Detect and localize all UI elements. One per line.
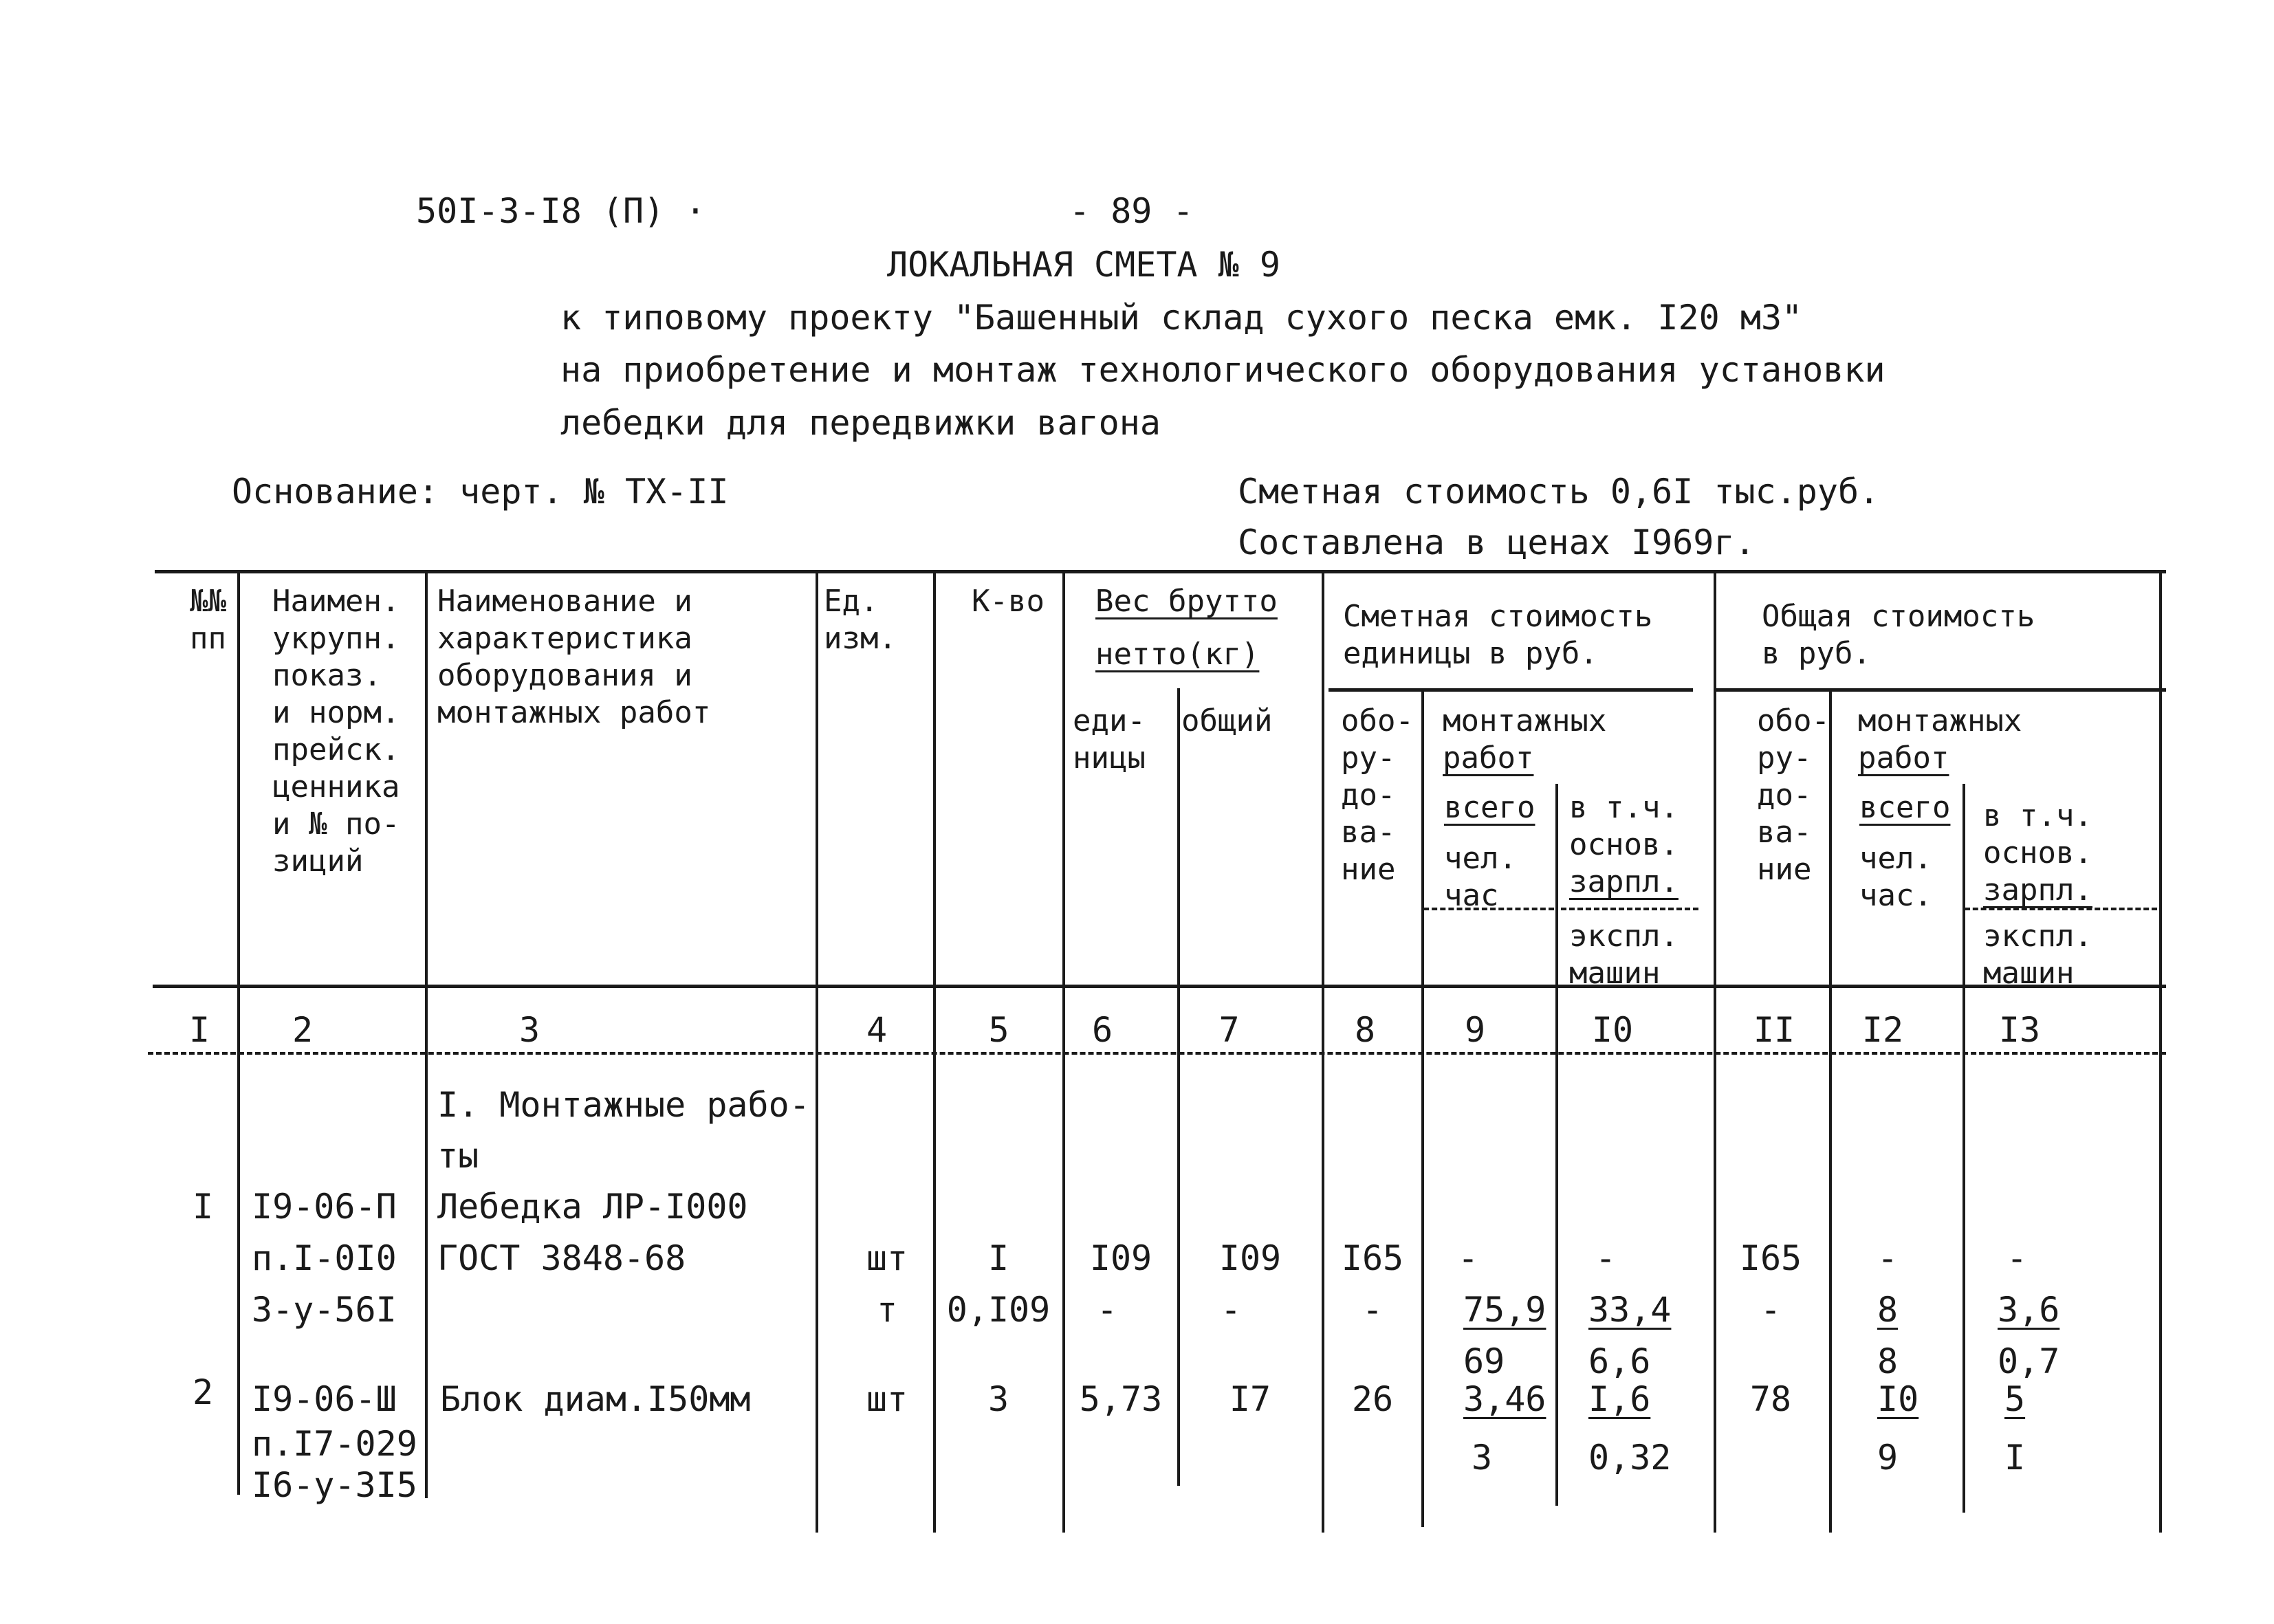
col-number-13: I3	[1998, 1010, 2041, 1050]
row-code-2: п.I7-029	[252, 1424, 417, 1464]
header-code-line-3: показ.	[272, 658, 382, 693]
header-weight-line-2: нетто(кг)	[1095, 637, 1260, 672]
subtitle-line-2: на приобретение и монтаж технологического оборудования установки	[560, 350, 1885, 390]
col-number-1: I	[188, 1010, 210, 1050]
header-incl-2: основ.	[1569, 827, 1679, 862]
header-man-hours-2: час	[1444, 878, 1499, 913]
col-number-7: 7	[1218, 1010, 1240, 1050]
row-equip-1: 26	[1351, 1379, 1394, 1419]
row-total-incl-2: 3,6	[1998, 1290, 2060, 1330]
header-equip-4: ва-	[1341, 815, 1396, 850]
row-weight-unit-1: I09	[1089, 1238, 1152, 1278]
price-basis: Составлена в ценах I969г.	[1238, 523, 1756, 562]
row-equip-1: I65	[1341, 1238, 1404, 1278]
header-total-mount-1: монтажных	[1858, 703, 2022, 738]
row-total-equip-2: -	[1760, 1290, 1782, 1330]
col-number-10: I0	[1591, 1010, 1634, 1050]
row-qty-1: I	[987, 1238, 1009, 1278]
header-num-line-2: пп	[190, 621, 226, 656]
row-weight-total-2: -	[1221, 1290, 1242, 1330]
header-code-line-7: и № по-	[272, 806, 400, 842]
row-mount-all-2: 75,9	[1463, 1290, 1546, 1330]
row-mount-all-1: -	[1458, 1238, 1479, 1278]
header-total-man-hours-2: час.	[1859, 878, 1932, 913]
row-equip-2: -	[1362, 1290, 1384, 1330]
row-mount-incl-3: 6,6	[1588, 1341, 1651, 1381]
row-mount-incl-2: 33,4	[1588, 1290, 1672, 1330]
header-total-mount-2: работ	[1858, 740, 1949, 776]
row-total-all-1: -	[1877, 1238, 1899, 1278]
col-number-9: 9	[1464, 1010, 1486, 1050]
header-equip-2: ру-	[1341, 740, 1396, 776]
row-unit-1: шт	[866, 1379, 908, 1419]
header-unit-cost-1: Сметная стоимость	[1343, 599, 1653, 634]
row-total-equip-1: I65	[1739, 1238, 1802, 1278]
basis-reference: Основание: черт. № ТХ-II	[232, 472, 729, 512]
row-qty-1: 3	[987, 1379, 1009, 1419]
col-number-3: 3	[518, 1010, 540, 1050]
header-total-equip-4: ва-	[1757, 815, 1812, 850]
header-total-machines-2: машин	[1983, 956, 2075, 991]
row-total-incl-3: 0,7	[1998, 1341, 2060, 1381]
header-mount-2: работ	[1443, 740, 1534, 776]
header-weight-unit-2: ницы	[1073, 740, 1146, 776]
page-number: - 89 -	[1069, 191, 1194, 231]
row-mount-all-3: 69	[1463, 1341, 1505, 1381]
header-name-line-4: монтажных работ	[437, 695, 711, 730]
row-mount-incl-1: I,6	[1588, 1379, 1651, 1419]
header-weight-unit-1: еди-	[1073, 703, 1146, 738]
header-total-man-hours-1: чел.	[1859, 841, 1932, 876]
header-code-line-2: укрупн.	[272, 621, 400, 656]
header-mount-all: всего	[1444, 790, 1535, 825]
estimated-cost: Сметная стоимость 0,6I тыс.руб.	[1238, 472, 1880, 512]
header-unit-cost-2: единицы в руб.	[1343, 636, 1598, 671]
header-weight-total: общий	[1181, 703, 1273, 738]
col-number-12: I2	[1861, 1010, 1904, 1050]
row-total-all-2: 9	[1877, 1438, 1899, 1478]
row-code-1: I9-06-П	[252, 1187, 397, 1227]
row-total-incl-1: -	[2007, 1238, 2028, 1278]
row-weight-total-1: I7	[1229, 1379, 1271, 1419]
section-title-line-2: ты	[437, 1136, 479, 1176]
header-total-cost-1: Общая стоимость	[1762, 599, 2035, 634]
header-man-hours-1: чел.	[1444, 841, 1517, 876]
header-unit-line-1: Ед.	[824, 584, 879, 619]
row-name-2: ГОСТ 3848-68	[437, 1238, 686, 1278]
header-equip-3: до-	[1341, 778, 1396, 813]
row-weight-total-1: I09	[1218, 1238, 1282, 1278]
subtitle-line-3: лебедки для передвижки вагона	[560, 403, 1161, 443]
header-total-machines-1: экспл.	[1983, 919, 2092, 954]
row-total-incl-2: I	[2004, 1438, 2026, 1478]
col-number-2: 2	[292, 1010, 314, 1050]
header-num-line-1: №№	[190, 584, 226, 619]
row-number: 2	[192, 1372, 214, 1412]
col-number-8: 8	[1354, 1010, 1376, 1050]
row-unit-2: т	[876, 1290, 898, 1330]
header-total-wage: зарпл.	[1983, 873, 2092, 908]
col-number-11: II	[1753, 1010, 1795, 1050]
row-total-equip-1: 78	[1749, 1379, 1792, 1419]
header-code-line-6: ценника	[272, 769, 400, 804]
header-code-line-1: Наимен.	[272, 584, 400, 619]
header-total-equip-3: до-	[1757, 778, 1812, 813]
row-number: I	[192, 1187, 214, 1227]
header-name-line-3: оборудования и	[437, 658, 692, 693]
header-name-line-1: Наименование и	[437, 584, 692, 619]
header-total-equip-2: ру-	[1757, 740, 1812, 776]
row-mount-incl-2: 0,32	[1588, 1438, 1672, 1478]
document-code: 50I-3-I8 (П) ·	[416, 191, 706, 231]
col-number-5: 5	[988, 1010, 1009, 1050]
header-quantity: К-во	[972, 584, 1045, 619]
header-total-incl-1: в т.ч.	[1983, 798, 2092, 833]
header-total-equip-1: обо-	[1757, 703, 1830, 738]
row-code-3: 3-у-56I	[252, 1290, 397, 1330]
header-total-equip-5: ние	[1757, 852, 1812, 887]
row-mount-all-2: 3	[1472, 1438, 1493, 1478]
header-unit-line-2: изм.	[824, 621, 897, 656]
row-mount-incl-1: -	[1595, 1238, 1617, 1278]
row-unit-1: шт	[866, 1238, 908, 1278]
row-weight-unit-1: 5,73	[1079, 1379, 1163, 1419]
header-wage: зарпл.	[1569, 864, 1679, 899]
subtitle-line-1: к типовому проекту "Башенный склад сухого песка емк. I20 м3"	[560, 298, 1803, 338]
col-number-6: 6	[1091, 1010, 1113, 1050]
header-total-cost-2: в руб.	[1762, 636, 1871, 671]
row-total-incl-1: 5	[2004, 1379, 2026, 1419]
row-mount-all-1: 3,46	[1463, 1379, 1546, 1419]
header-code-line-4: и норм.	[272, 695, 400, 730]
header-code-line-5: прейск.	[272, 732, 400, 767]
header-machines-2: машин	[1569, 956, 1661, 991]
header-weight-line-1: Вес брутто	[1095, 584, 1278, 619]
row-total-all-1: I0	[1877, 1379, 1919, 1419]
row-code-1: I9-06-Ш	[252, 1379, 397, 1419]
header-equip-5: ние	[1341, 852, 1396, 887]
header-name-line-2: характеристика	[437, 621, 692, 656]
row-name-1: Блок диам.I50мм	[440, 1379, 751, 1419]
header-total-incl-2: основ.	[1983, 835, 2092, 870]
header-code-line-8: зиций	[272, 844, 364, 879]
header-equip-1: обо-	[1341, 703, 1414, 738]
row-total-all-3: 8	[1877, 1341, 1899, 1381]
header-mount-1: монтажных	[1443, 703, 1607, 738]
header-incl-1: в т.ч.	[1569, 790, 1679, 825]
row-code-3: I6-у-3I5	[252, 1465, 417, 1505]
row-code-2: п.I-0I0	[252, 1238, 397, 1278]
document-title: ЛОКАЛЬНАЯ СМЕТА № 9	[887, 245, 1280, 285]
row-qty-2: 0,I09	[946, 1290, 1051, 1330]
row-name-1: Лебедка ЛР-I000	[437, 1187, 748, 1227]
header-machines-1: экспл.	[1569, 919, 1679, 954]
row-weight-unit-2: -	[1097, 1290, 1118, 1330]
col-number-4: 4	[866, 1010, 888, 1050]
row-total-all-2: 8	[1877, 1290, 1899, 1330]
section-title-line-1: I. Монтажные рабо-	[437, 1085, 810, 1125]
header-total-all: всего	[1859, 790, 1951, 825]
